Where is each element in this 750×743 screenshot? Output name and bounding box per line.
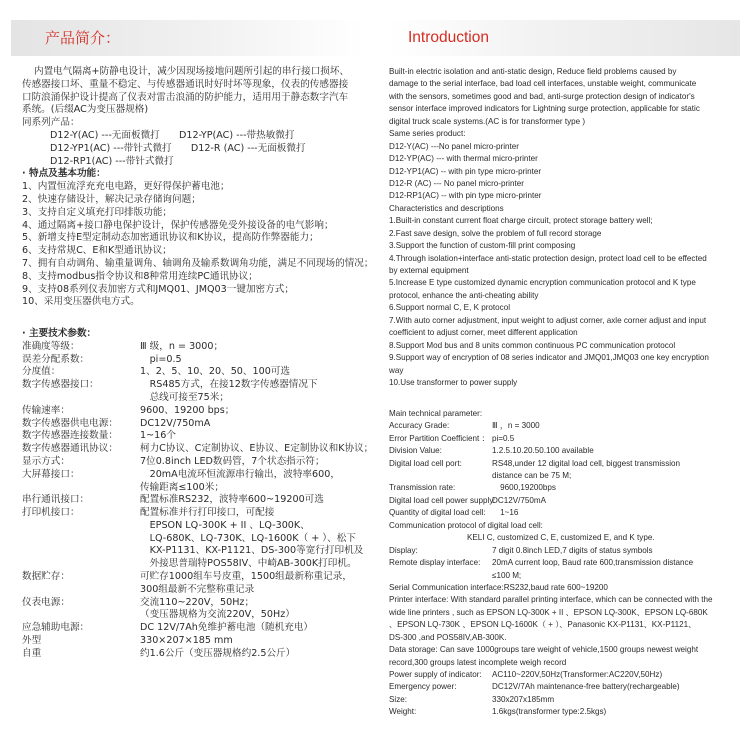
feature-item: 7.With auto corner adjustment, input weight to adjust corner, axle corner adjust and input (389, 315, 707, 325)
spec-key (22, 545, 140, 558)
series-item: D12-RP1(AC) ---带针式微打 (50, 155, 174, 167)
spec-row (389, 433, 741, 445)
intro-line: 传感器接口坏、重量不稳定、与传感器通讯时好时坏等现象，仪表的传感器接 (22, 78, 349, 90)
feature-item: 10.Use transformer to power supply (389, 377, 518, 387)
features-title: · 特点及基本功能： (22, 168, 106, 180)
series-item: D12-R (AC) --- No panel micro-printer (389, 178, 524, 188)
intro-line: Built-in electric isolation and anti-static design, Reduce field problems caused by (389, 67, 677, 76)
spec-key (389, 570, 492, 582)
spec-key: 分度值： (22, 366, 61, 378)
spec-value: AC110~220V,50Hz(Transformer:AC220V,50Hz) (492, 670, 663, 679)
feature-item: 6、支持常规C、E和K型通讯协议； (22, 245, 172, 257)
spec-value: 9600、19200 bps； (140, 404, 235, 416)
spec-row (22, 341, 372, 354)
spec-row (22, 405, 372, 418)
spec-row (22, 456, 372, 469)
spacer (22, 309, 372, 322)
spec-value: 交流110~220V，50Hz； (140, 596, 255, 608)
feature-item: 3.Support the function of custom-fill print composing (389, 241, 576, 251)
spec-value: 330×207×185 mm (140, 635, 233, 647)
spec-value: ≤100 M; (492, 570, 522, 580)
spec-value: Ⅲ ，n = 3000 (492, 421, 540, 431)
spec-key (389, 470, 492, 482)
features-title: Characteristics and descriptions (389, 203, 504, 213)
feature-item: 4、通过隔离+接口静电保护设计，保护传感器免受外接设备的电气影响； (22, 219, 334, 231)
spec-value: DC 12V/7Ah免维护蓄电池（随机充电） (140, 622, 314, 634)
spec-key: 传输速率： (22, 404, 70, 416)
spec-value: RS485方式，在接12数字传感器情况下 (140, 379, 318, 391)
feature-item: 6.Support normal C, E, K protocol (389, 303, 511, 313)
spec-value: RS48,under 12 digital load cell, biggest transmission (492, 458, 681, 468)
spec-key: Power supply of indicator: (389, 670, 482, 679)
spec-value: 20mA current loop, Baud rate 600,transmission distance (492, 558, 694, 568)
intro-line: digital truck scale systems.(AC is for transformer type ) (389, 116, 586, 126)
spec-key: 自重 (22, 647, 42, 659)
spec-value: DC12V/750mA (140, 417, 211, 429)
printer-line: wide line printers , such as EPSON LQ-300K + II 、EPSON LQ-300K、EPSON LQ-680K (389, 607, 708, 617)
spec-key: Division Value: (389, 446, 442, 456)
en-header-bar (388, 20, 740, 56)
spec-row (22, 622, 372, 635)
spec-row (22, 533, 372, 546)
feature-item: 5.Increase E type customized dynamic encryption communication protocol and K type (389, 278, 696, 288)
spec-row (22, 494, 372, 507)
spec-row (22, 443, 372, 456)
spec-row (389, 681, 741, 693)
spec-value: 9600,19200bps (492, 483, 556, 493)
feature-item: 1、内置恒流浮充充电电路，更好得保护蓄电池； (22, 181, 230, 193)
spec-row (389, 706, 741, 718)
spec-value: 1~16个 (140, 430, 176, 442)
feature-item: 10、采用变压器供电方式。 (22, 296, 140, 308)
series-item: D12-YP1(AC) ---带针式微打 D12-R (AC) ---无面板微打 (50, 142, 306, 154)
spec-key: Quantity of digital load cell: (389, 508, 486, 518)
cn-header-bar (11, 20, 364, 56)
feature-item: 8、支持modbus指令协议和8种常用连续PC通讯协议； (22, 270, 258, 282)
spec-value: 330x207x185mm (492, 694, 555, 704)
spec-key: Digital load cell power supply: (389, 495, 496, 505)
spec-value: distance can be 75 M; (492, 471, 572, 480)
spec-key: 打印机接口： (22, 507, 80, 519)
spec-key: 数字传感器供电电源： (22, 417, 118, 429)
spec-row (389, 445, 741, 457)
spec-row (22, 418, 372, 431)
feature-item: 9、支持08系列仪表加密方式和JMQ01、JMQ03一键加密方式； (22, 283, 294, 295)
spec-value: 约1.6公斤（变压器规格约2.5公斤） (140, 647, 296, 659)
spec-row (389, 470, 741, 482)
spec-key (22, 584, 140, 597)
spec-key (22, 520, 140, 533)
series-item: D12-Y(AC) ---No panel micro-printer (389, 141, 519, 151)
spec-key (22, 533, 140, 546)
spec-value: 1~16 (492, 508, 519, 518)
spec-key (22, 482, 140, 495)
spec-row (22, 379, 372, 392)
spec-value: LQ-680K、LQ-730K、LQ-1600K（ + ）、松下 (140, 532, 356, 544)
printer-line: 、EPSON LQ-730K 、EPSON LQ-1600K（ + ）、Panasonic KX-P1131、KX-P1121、 (389, 620, 697, 630)
series-item: D12-RP1(AC) -- with pin type micro-printer (389, 191, 542, 201)
en-content (389, 66, 741, 719)
feature-item: protocol, enhance the anti-cheating ability (389, 290, 539, 300)
intro-line: 内置电气隔离+防静电设计，减少因现场接地问题所引起的串行接口损坏、 (34, 66, 350, 77)
spec-value: 可贮存1000组车号皮重，1500组最新称重记录， (140, 571, 352, 583)
spec-value: 外接思普瑞特POS58IV、中崎AB-300K打印机。 (140, 558, 357, 570)
spec-value: （变压器规格为交流220V，50Hz） (140, 609, 295, 621)
feature-item: 1.Built-in constant current float charge circuit, protect storage battery well; (389, 216, 653, 226)
feature-item: way (389, 365, 404, 375)
spec-key: 应急辅助电源： (22, 622, 90, 634)
feature-item: 2、快速存储设计，解决记录存储询问题； (22, 193, 201, 205)
spec-key: Transmission rate: (389, 483, 456, 493)
spec-key (22, 609, 140, 622)
feature-item: coefficient to adjust corner, meet different application (389, 328, 578, 338)
spec-key: 准确度等级： (22, 340, 80, 352)
feature-item: 3、支持自定义填充打印排版功能； (22, 206, 173, 218)
feature-item: 7、拥有自动调角、输重量调角、轴调角及输系数调角功能，满足不同现场的情况； (22, 257, 374, 269)
spec-row (22, 571, 372, 584)
en-section-title: Introduction (408, 29, 489, 46)
spec-row (22, 469, 372, 482)
spec-value: 总线可接至75米； (140, 391, 229, 403)
spec-row (389, 495, 741, 507)
cn-section-title: 产品简介： (45, 29, 121, 47)
spec-row (22, 609, 372, 622)
spec-row: Serial Communication interface:RS232,baud rate 600~19200 (389, 582, 608, 592)
spec-key: 外型 (22, 635, 42, 647)
spec-key: 误差分配系数： (22, 353, 90, 365)
spec-key (22, 392, 140, 405)
spec-value: DC12V/7Ah maintenance-free battery(rechargeable) (492, 682, 680, 692)
series-title: 同系列产品： (22, 117, 80, 129)
spec-value: pi=0.5 (492, 433, 515, 443)
spec-row (389, 458, 741, 470)
spec-row (22, 545, 372, 558)
spec-key: Emergency power: (389, 682, 457, 692)
spec-row (22, 354, 372, 367)
printer-line: DS-300 ,and POS58IV,AB-300K. (389, 632, 507, 642)
spec-key (22, 558, 140, 571)
spec-row (22, 584, 372, 597)
spec-value: 7 digit 0.8inch LED,7 digits of status symbols (492, 545, 653, 555)
spec-key: Weight: (389, 707, 417, 717)
spec-row (389, 557, 741, 569)
feature-item: 4.Through isolation+interface anti-static protection design, protect load cell to be effected (389, 253, 707, 263)
spec-row (22, 558, 372, 571)
feature-item: 9.Support way of encryption of 08 series indicator and JMQ01,JMQ03 one key encryption (389, 353, 709, 363)
series-item: D12-YP(AC) --- with thermal micro-printer (389, 154, 538, 164)
spec-row (389, 694, 741, 706)
spec-key: 仪表电源： (22, 596, 70, 608)
spec-value: 配置标准并行打印接口，可配接 (140, 507, 275, 519)
spec-row (389, 570, 741, 582)
spec-value: 传输距离≤100米； (140, 481, 224, 493)
spec-row (389, 482, 741, 494)
spec-value: 1.6kgs(transformer type:2.5kgs) (492, 707, 607, 717)
feature-item: 2.Fast save design, solve the problem of full record storage (389, 228, 602, 238)
spec-value: 1.2.5.10.20.50.100 available (492, 446, 594, 456)
spec-value: DC12V/750mA (492, 495, 546, 505)
spec-row (22, 635, 372, 648)
series-title: Same series product: (389, 129, 466, 139)
spec-row (22, 507, 372, 520)
intro-line: 口防浪涌保护设计提高了仪表对雷击浪涌的防护能力，适用用于静态数字汽车 (22, 91, 349, 103)
intro-line: 系统。(后缀AC为变压器规格) (22, 104, 149, 116)
spec-key: 数字传感器连接数量： (22, 430, 118, 442)
spec-key: Digital load cell port: (389, 458, 462, 468)
cn-content (22, 66, 372, 661)
spec-row (389, 545, 741, 557)
feature-item: 5、新增支持E型定制动态加密通讯协议和K协议，提高防作弊器能力； (22, 232, 319, 244)
storage-line: Data storage: Can save 1000groups tare weight of vehicle,1500 groups newest weight (389, 645, 699, 655)
spec-value: Ⅲ 级，n = 3000； (140, 340, 224, 352)
spec-key: 数字传感器通讯协议： (22, 443, 118, 455)
spec-row (22, 430, 372, 443)
feature-item: by external equipment (389, 266, 469, 275)
spec-row (22, 482, 372, 495)
intro-line: with the sensors, sometimes good and bad, anti-surge protection design of indicator's (389, 91, 695, 101)
series-item: D12-YP1(AC) -- with pin type micro-printer (389, 166, 542, 176)
spec-key: 显示方式： (22, 455, 70, 467)
spec-value: KX-P1131、KX-P1121、DS-300等宽行打印机及 (140, 545, 364, 557)
spec-key: Display: (389, 545, 418, 555)
spec-row (389, 669, 741, 681)
spec-value: 7位0.8inch LED数码管，7个状态指示符； (140, 455, 325, 467)
spec-value: 20mA电流环恒流源串行输出，波特率600， (140, 468, 340, 480)
spec-value: EPSON LQ-300K + II 、LQ-300K、 (140, 519, 310, 531)
series-item: D12-Y(AC) ---无面板微打 D12-YP(AC) ---带热敏微打 (50, 129, 295, 141)
spec-value: KELI C, customized C, E, customized E, and K type. (467, 533, 655, 543)
printer-line: Printer interface: With standard parallel printing interface, which can be connected with the (389, 595, 713, 605)
spec-key: Remote display interface: (389, 558, 481, 568)
spec-key: 数据贮存： (22, 571, 70, 583)
spec-row (22, 520, 372, 533)
spec-key: Accuracy Grade: (389, 421, 450, 431)
feature-item: 8.Support Mod bus and 8 units common continuous PC communication protocol (389, 340, 676, 350)
intro-line: damage to the serial interface, bad load cell interfaces, unstable weight, communicate (389, 79, 697, 89)
spec-title: · 主要技术参数： (22, 327, 97, 339)
spacer (389, 389, 741, 401)
spec-row (389, 420, 741, 432)
spec-value: 1、2、5、10、20、50、100可选 (140, 366, 290, 378)
spec-value: 柯力C协议、C定制协议、E协议、E定制协议和K协议； (140, 443, 374, 455)
spec-title: Main technical parameter: (389, 408, 483, 418)
spec-value: 300组最新不完整称重记录 (140, 583, 255, 595)
spec-value: pi=0.5 (140, 353, 182, 365)
intro-line: sensor interface improved indicators for Lightning surge protection, applicable for static (389, 104, 700, 114)
spec-row (22, 648, 372, 661)
spec-row: Communication protocol of digital load cell: (389, 520, 543, 530)
spec-key: Size: (389, 694, 407, 704)
spec-row (389, 507, 741, 519)
spec-value: 配置标准RS232，波特率600~19200可选 (140, 494, 324, 506)
spec-key: 数字传感器接口： (22, 379, 99, 391)
spec-key: 串行通讯接口： (22, 494, 90, 506)
spec-key: Error Partition Coefficient ： (389, 433, 490, 443)
spec-key: 大屏幕接口： (22, 468, 80, 480)
spec-row (22, 597, 372, 610)
storage-line: record,300 groups latest incomplete weigh record (389, 657, 567, 667)
spec-row (22, 366, 372, 379)
spec-row (22, 392, 372, 405)
